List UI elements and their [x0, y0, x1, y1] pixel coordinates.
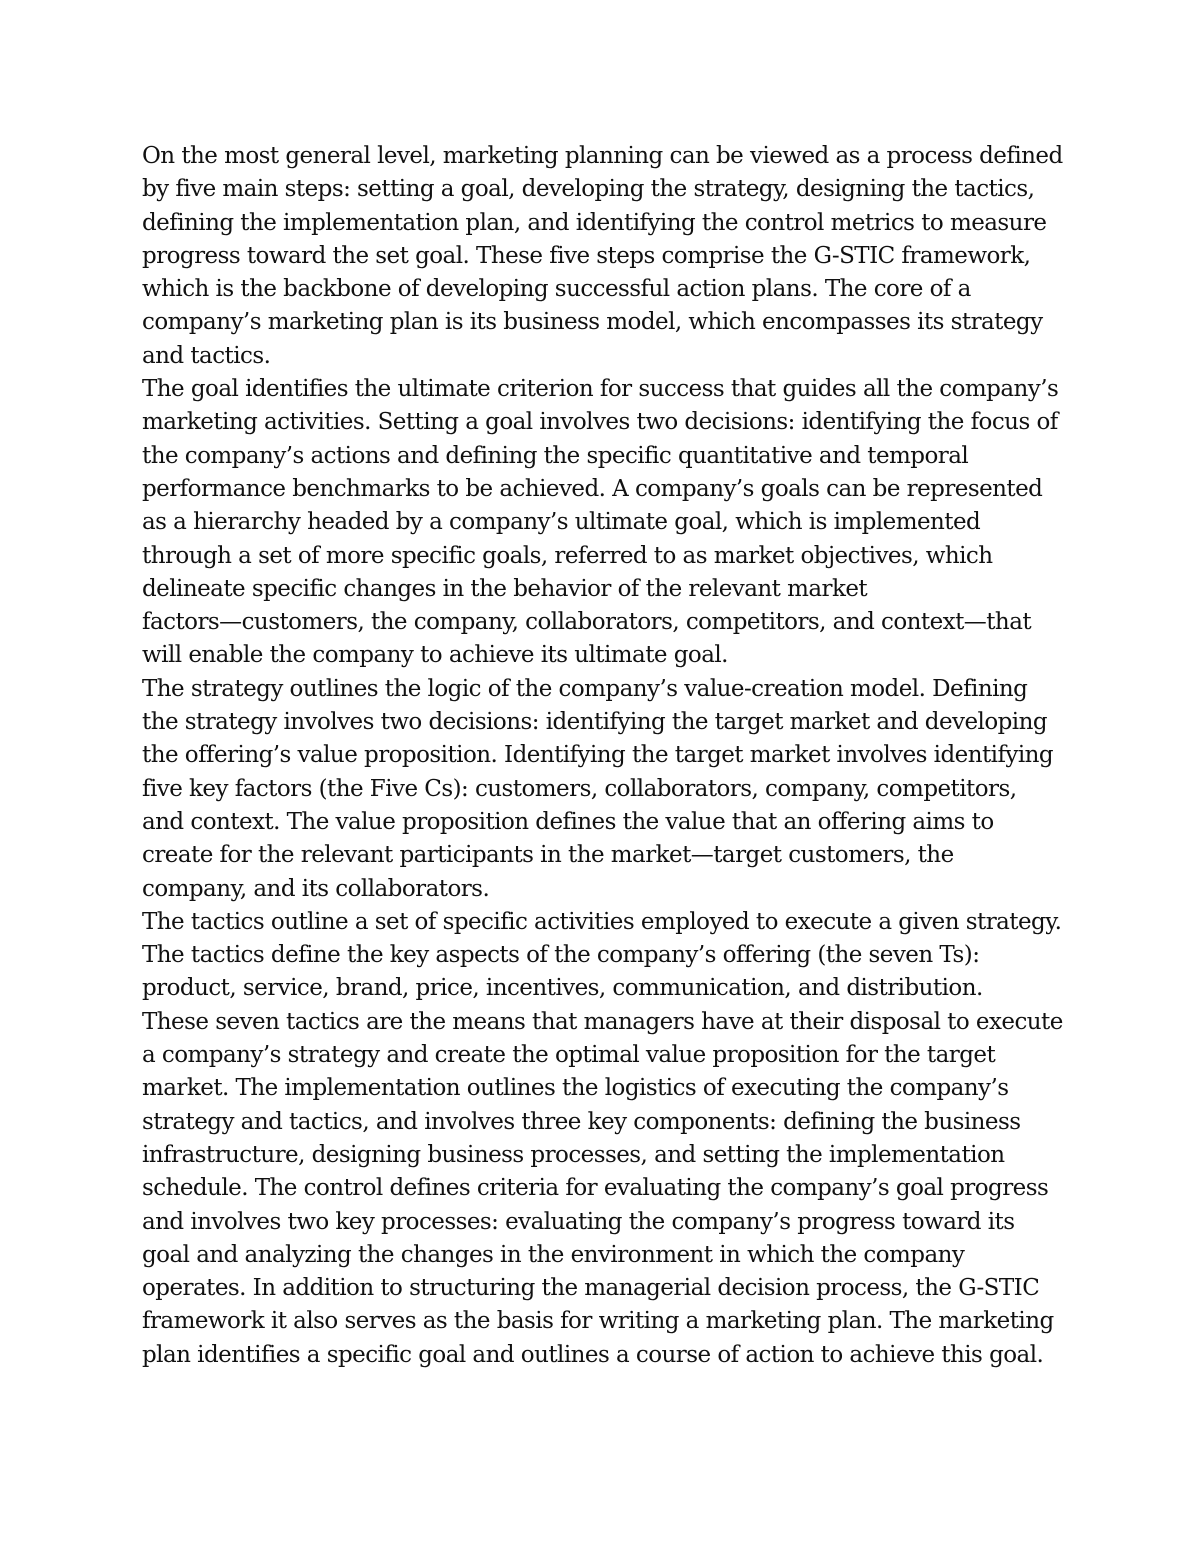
text-line: the offering’s value proposition. Identifying the target market involves identifying [142, 742, 1054, 769]
text-line: create for the relevant participants in the market—target customers, the [142, 842, 954, 869]
text-line: The tactics define the key aspects of the company’s offering (the seven Ts): [142, 942, 980, 969]
text-line: The strategy outlines the logic of the company’s value-creation model. Defining [142, 675, 1028, 702]
text-line: market. The implementation outlines the logistics of executing the company’s [142, 1075, 1009, 1102]
text-line: delineate specific changes in the behavior of the relevant market [142, 575, 868, 602]
text-line: company’s marketing plan is its business model, which encompasses its strategy [142, 309, 1043, 336]
text-line: strategy and tactics, and involves three key components: defining the business [142, 1108, 1021, 1135]
text-line: progress toward the set goal. These five steps comprise the G-STIC framework, [142, 242, 1031, 269]
text-line: through a set of more specific goals, referred to as market objectives, which [142, 542, 993, 569]
text-line: infrastructure, designing business processes, and setting the implementation [142, 1141, 1005, 1168]
text-line: schedule. The control defines criteria for evaluating the company’s goal progress [142, 1175, 1049, 1202]
text-line: and tactics. [142, 342, 271, 369]
text-line: marketing activities. Setting a goal involves two decisions: identifying the focus of [142, 409, 1058, 436]
text-line: These seven tactics are the means that managers have at their disposal to execute [142, 1008, 1063, 1035]
text-line: The goal identifies the ultimate criterion for success that guides all the company’s [142, 376, 1059, 403]
text-line: as a hierarchy headed by a company’s ultimate goal, which is implemented [142, 509, 981, 536]
text-line: a company’s strategy and create the optimal value proposition for the target [142, 1042, 996, 1069]
text-line: framework it also serves as the basis for writing a marketing plan. The marketing [142, 1308, 1054, 1335]
text-line: plan identifies a specific goal and outlines a course of action to achieve this goal. [142, 1341, 1044, 1368]
text-line: The tactics outline a set of specific activities employed to execute a given strategy. [142, 908, 1062, 935]
text-line: the strategy involves two decisions: identifying the target market and developing [142, 709, 1048, 736]
text-line: company, and its collaborators. [142, 875, 490, 902]
body-text [142, 140, 1072, 1372]
text-line: and context. The value proposition defines the value that an offering aims to [142, 808, 994, 835]
text-line: operates. In addition to structuring the managerial decision process, the G-STIC [142, 1275, 1040, 1302]
text-line: and involves two key processes: evaluating the company’s progress toward its [142, 1208, 1015, 1235]
text-line: goal and analyzing the changes in the environment in which the company [142, 1241, 965, 1268]
text-line: the company’s actions and defining the specific quantitative and temporal [142, 442, 969, 469]
text-line: by five main steps: setting a goal, developing the strategy, designing the tactics, [142, 176, 1035, 203]
text-line: defining the implementation plan, and identifying the control metrics to measure [142, 209, 1047, 236]
text-line: product, service, brand, price, incentives, communication, and distribution. [142, 975, 983, 1002]
text-line: On the most general level, marketing planning can be viewed as a process defined [142, 143, 1063, 169]
text-line: will enable the company to achieve its ultimate goal. [142, 642, 728, 669]
text-line: factors—customers, the company, collaborators, competitors, and context—that [142, 609, 1032, 636]
text-line: performance benchmarks to be achieved. A company’s goals can be represented [142, 475, 1043, 502]
text-line: five key factors (the Five Cs): customers, collaborators, company, competitors, [142, 775, 1017, 802]
text-line: which is the backbone of developing successful action plans. The core of a [142, 276, 971, 303]
